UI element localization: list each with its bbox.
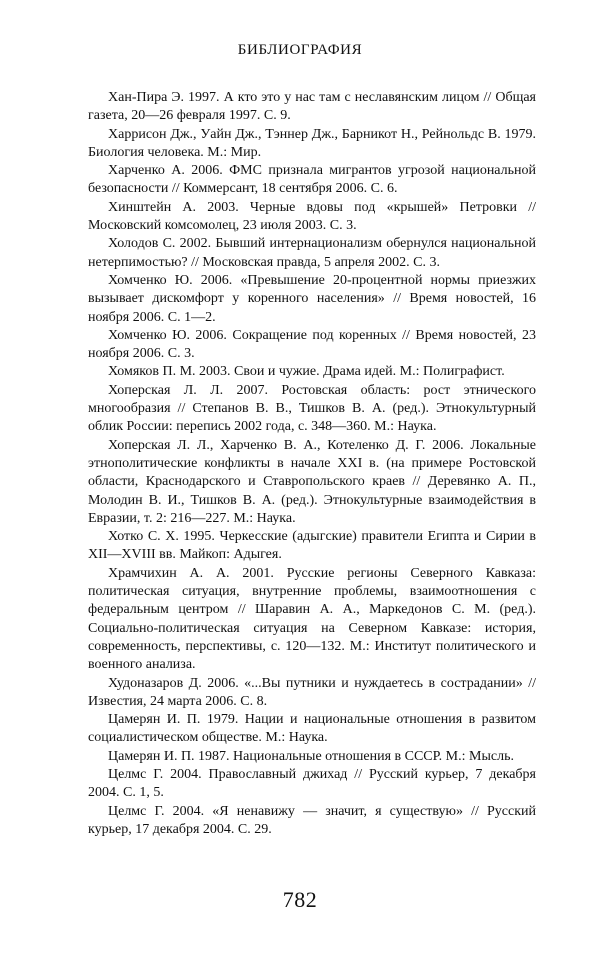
running-head: БИБЛИОГРАФИЯ xyxy=(237,42,363,58)
bibliography-entry: Холодов С. 2002. Бывший интернационализм обернулся национальной нетерпимостью? // Московская правда, 5 апреля 2002. С. 3. xyxy=(88,236,536,270)
bibliography-entry: Хомченко Ю. 2006. Сокращение под коренных // Время новостей, 23 ноября 2006. С. 3. xyxy=(88,327,536,362)
bibliography-entry: Хан-Пира Э. 1997. А кто это у нас там с неславянским лицом // Общая газета, 20—26 февраля 1997. С. 9. xyxy=(88,90,536,124)
bibliography-entry: Хотко С. Х. 1995. Черкесские (адыгские) правители Египта и Сирии в XII—XVIII вв. Майкоп: Адыгея. xyxy=(88,529,536,563)
bibliography-entry: Храмчихин А. А. 2001. Русские регионы Северного Кавказа: политическая ситуация, внутренние проблемы, взаимоотношения с федеральным центром // Шаравин А. А., Маркедонов С. М. (ред.). Социально-политическая ситуация на Северном Кавказе: история, современность, перспективы, с. 120—132. М.: Институт политического и военного анализа. xyxy=(88,565,536,673)
bibliography-entry: Цамерян И. П. 1979. Нации и национальные отношения в развитом социалистическом обществе. М.: Наука. xyxy=(88,712,536,746)
bibliography-entry: Хомченко Ю. 2006. «Превышение 20-процентной нормы приезжих вызывает дискомфорт у коренного населения» // Время новостей, 16 ноября 2006. С. 1—2. xyxy=(88,272,536,325)
bibliography-entry: Хоперская Л. Л., Харченко В. А., Котеленко Д. Г. 2006. Локальные этнополитические конфликты в начале XXI в. (на примере Ростовской области, Краснодарского и Ставропольского краев // Деревянко А. П., Молодин В. И., Тишков В. А. (ред.). Этнокультурные взаимодействия в Евразии, т. 2: 216—227. М.: Наука. xyxy=(88,437,536,526)
bibliography-entry: Харченко А. 2006. ФМС признала мигрантов угрозой национальной безопасности // Коммерсант, 18 сентября 2006. С. 6. xyxy=(88,163,536,197)
page-number: 782 xyxy=(282,887,318,912)
bibliography-entry: Худоназаров Д. 2006. «...Вы путники и нуждаетесь в сострадании» // Известия, 24 марта 2006. С. 8. xyxy=(88,675,536,709)
bibliography-entry: Хинштейн А. 2003. Черные вдовы под «крышей» Петровки // Московский комсомолец, 23 июля 2003. С. 3. xyxy=(88,199,536,234)
bibliography-list xyxy=(88,89,536,839)
bibliography-entry: Цамерян И. П. 1987. Национальные отношения в СССР. М.: Мысль. xyxy=(108,748,514,764)
bibliography-entry: Хоперская Л. Л. 2007. Ростовская область: рост этнического многообразия // Степанов В. В., Тишков В. А. (ред.). Этнокультурный облик России: перепись 2002 года, с. 348—360. М.: Наука. xyxy=(88,382,536,435)
bibliography-entry: Целмс Г. 2004. Православный джихад // Русский курьер, 7 декабря 2004. С. 1, 5. xyxy=(88,766,536,801)
bibliography-entry: Хомяков П. М. 2003. Свои и чужие. Драма идей. М.: Полиграфист. xyxy=(108,364,505,380)
bibliography-entry: Харрисон Дж., Уайн Дж., Тэннер Дж., Барникот Н., Рейнольдс В. 1979. Биология человека. М.: Мир. xyxy=(88,126,536,160)
bibliography-entry: Целмс Г. 2004. «Я ненавижу — значит, я существую» // Русский курьер, 17 декабря 2004. С. 29. xyxy=(88,803,536,837)
